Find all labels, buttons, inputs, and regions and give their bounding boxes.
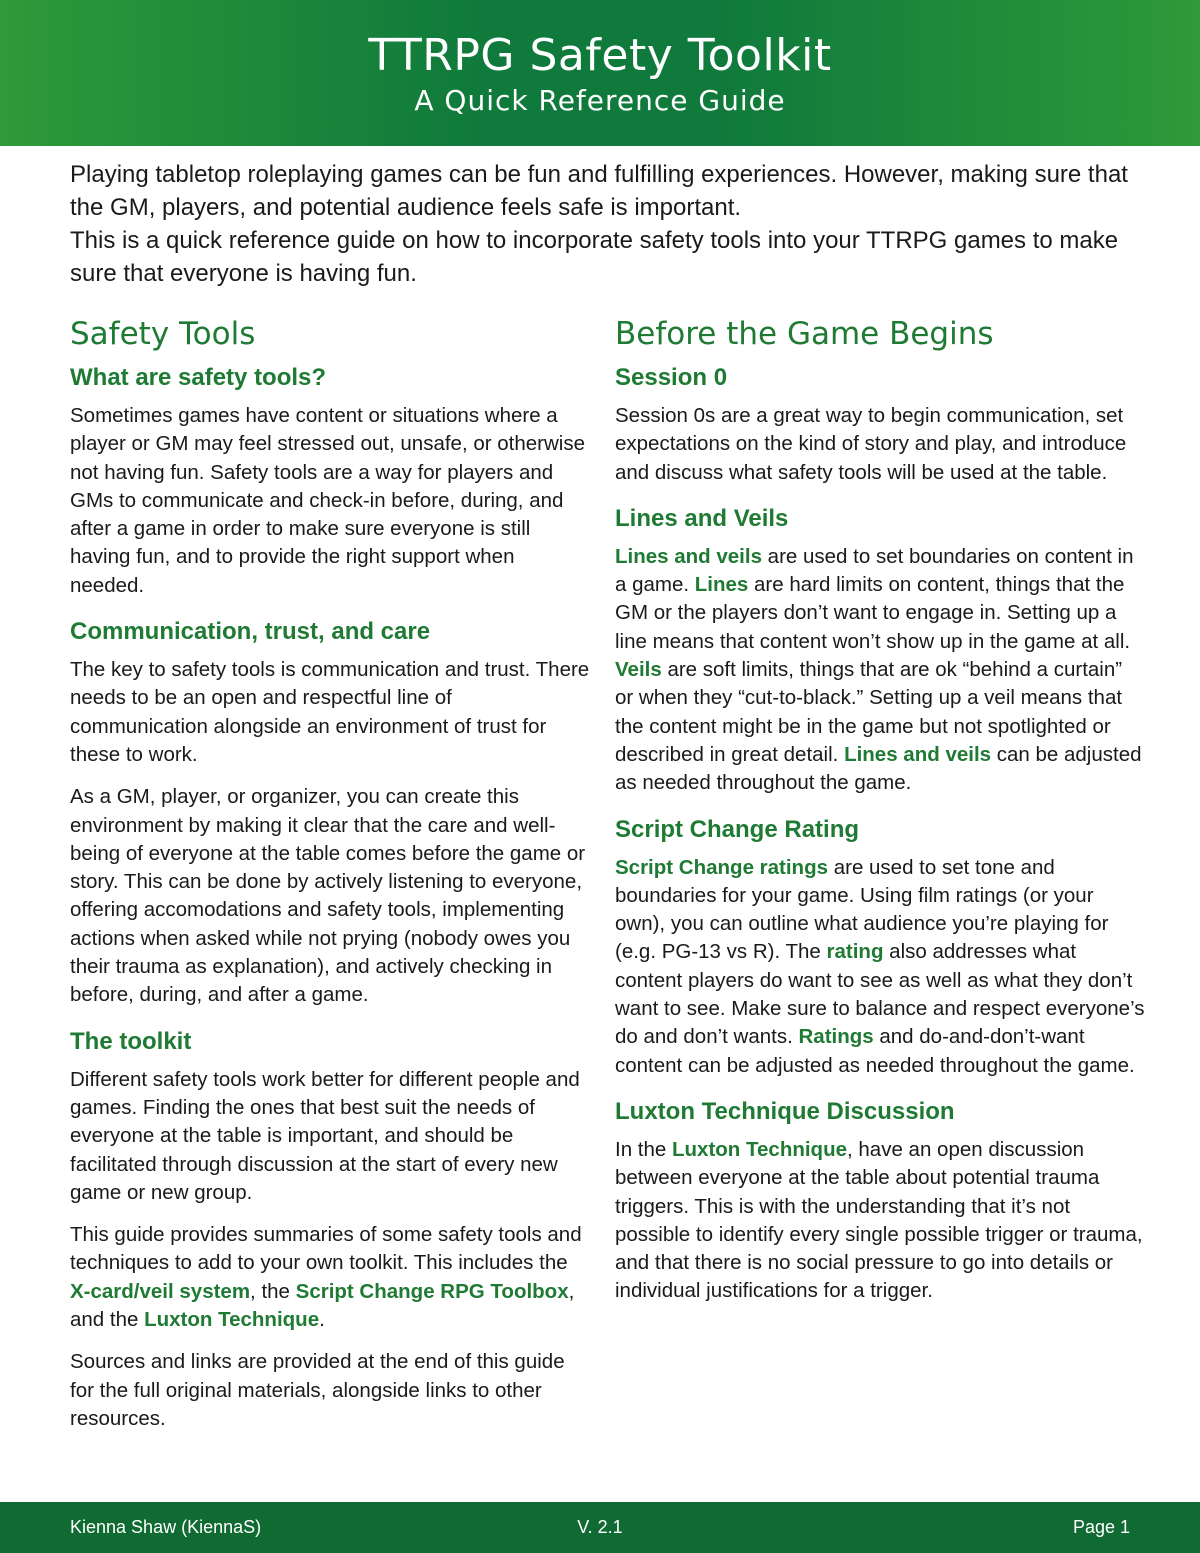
highlight-veils: Veils — [615, 658, 662, 682]
subheading-session-0: Session 0 — [615, 364, 728, 391]
text-run: are used to set tone and boundaries for your game. Using film ratings (or your own), you can outline what audience you’re playing for (e.g. PG-13 vs R). The — [615, 855, 1109, 964]
intro-paragraph-2: This is a quick reference guide on how to incorporate safety tools into your TTRPG games to make sure that everyone is having fun. — [70, 227, 1119, 287]
subheading-toolkit: The toolkit — [70, 1027, 192, 1055]
script-change-section — [615, 814, 1145, 1080]
highlight-luxton: Luxton Technique — [672, 1137, 848, 1161]
session-0-paragraph: Session 0s are a great way to begin communication, set expectations on the kind of story and play, and introduce and discuss what safety tools will be used at the table. — [615, 404, 1127, 484]
intro-paragraph-1: Playing tabletop roleplaying games can be fun and fulfilling experiences. However, making sure that the GM, players, and potential audience feels safe is important. — [70, 161, 1128, 221]
text-run: can be adjusted as needed throughout the game. — [615, 742, 1142, 795]
page-subtitle: A Quick Reference Guide — [414, 84, 786, 117]
page-title: TTRPG Safety Toolkit — [368, 30, 832, 81]
highlight-lines-and-veils: Lines and veils — [615, 544, 762, 568]
subheading-communication: Communication, trust, and care — [70, 618, 431, 646]
highlight-script-change-toolbox: Script Change RPG Toolbox — [295, 1279, 569, 1303]
highlight-lines-and-veils-2: Lines and veils — [844, 742, 992, 766]
session-0-section — [615, 362, 1145, 487]
footer-author: Kienna Shaw (KiennaS) — [70, 1517, 262, 1537]
footer-bar — [0, 1502, 1200, 1553]
lines-and-veils-paragraph — [615, 543, 1145, 798]
subheading-lines-and-veils: Lines and Veils — [615, 504, 789, 532]
highlight-luxton-technique: Luxton Technique — [144, 1308, 320, 1332]
left-column — [70, 312, 590, 1449]
highlight-x-card: X-card/veil system — [70, 1279, 251, 1303]
highlight-script-change-ratings: Script Change ratings — [615, 855, 829, 879]
subheading-script-change: Script Change Rating — [615, 815, 860, 843]
script-change-paragraph — [615, 854, 1145, 1080]
section-heading-safety-tools: Safety Tools — [70, 316, 256, 352]
subheading-what-are-safety-tools: What are safety tools? — [70, 364, 327, 391]
text-run: are used to set boundaries on content in a game. — [615, 544, 1134, 597]
lines-and-veils-section — [615, 503, 1145, 798]
highlight-lines: Lines — [694, 573, 749, 597]
highlight-ratings: Ratings — [798, 1025, 874, 1049]
what-paragraph: Sometimes games have content or situations where a player or GM may feel stressed out, unsafe, or otherwise not having fun. Safety tools are a way for players and GMs to communicate and check-in before, during, and after a game in order to make sure everyone is still having fun, and to provide the right support when needed. — [70, 404, 586, 597]
text-run: , and the — [70, 1279, 575, 1332]
text-run: also addresses what content players do want to see as well as what they don’t want to see. Make sure to balance and respect everyone’s do and don’t wants. — [615, 940, 1145, 1049]
toolkit-paragraph-1: Different safety tools work better for different people and games. Finding the ones that best suit the needs of everyone at the table is important, and should be facilitated through discussion at the start of every new game or new group. — [70, 1067, 580, 1204]
text-run: , have an open discussion between everyone at the table about potential trauma triggers. This is with the understanding that it’s not possible to identify every single possible trigger or trauma, and that there is no social pressure to go into details or individual justifications for a trigger. — [615, 1137, 1143, 1303]
text-run: . — [319, 1308, 325, 1332]
subheading-luxton: Luxton Technique Discussion — [615, 1097, 955, 1125]
toolkit-paragraph-2 — [70, 1221, 590, 1334]
communication-paragraph-1: The key to safety tools is communication and trust. There needs to be an open and respectful line of communication alongside an environment of trust for these to work. — [70, 658, 590, 766]
text-run: , the — [250, 1279, 296, 1303]
intro-section — [70, 158, 1140, 290]
footer-page-number: Page 1 — [1072, 1517, 1130, 1537]
header-banner — [0, 0, 1200, 146]
luxton-paragraph — [615, 1136, 1145, 1306]
text-run: and do-and-don’t-want content can be adjusted as needed throughout the game. — [615, 1025, 1135, 1077]
communication-section — [70, 616, 590, 1010]
highlight-rating: rating — [826, 940, 884, 964]
text-run: In the — [615, 1137, 672, 1161]
text-run: are soft limits, things that are ok “behind a curtain” or when they “cut-to-black.” Setting up a veil means that the content might be in the game but not spotlighted or described in great detail. — [615, 658, 1123, 766]
footer-version: V. 2.1 — [577, 1517, 623, 1537]
section-heading-before-game: Before the Game Begins — [615, 316, 994, 352]
text-run: are hard limits on content, things that the GM or the players don’t want to engage in. Setting up a line means that content won’t show up in the game at all. — [615, 573, 1131, 653]
communication-paragraph-2: As a GM, player, or organizer, you can create this environment by making it clear that the care and well-being of everyone at the table comes before the game or story. This can be done by actively listening to everyone, offering accomodations and safety tools, implementing actions when asked while not prying (nobody owes you their trauma as explanation), and actively checking in before, during, and after a game. — [70, 785, 586, 1007]
toolkit-paragraph-3: Sources and links are provided at the end of this guide for the full original materials, alongside links to other resources. — [70, 1350, 565, 1430]
toolkit-section — [70, 1026, 590, 1434]
right-column — [615, 312, 1145, 1322]
text-run: This guide provides summaries of some safety tools and techniques to add to your own toolkit. This includes the — [70, 1223, 582, 1275]
what-are-safety-tools-section — [70, 362, 590, 600]
luxton-section — [615, 1096, 1145, 1306]
